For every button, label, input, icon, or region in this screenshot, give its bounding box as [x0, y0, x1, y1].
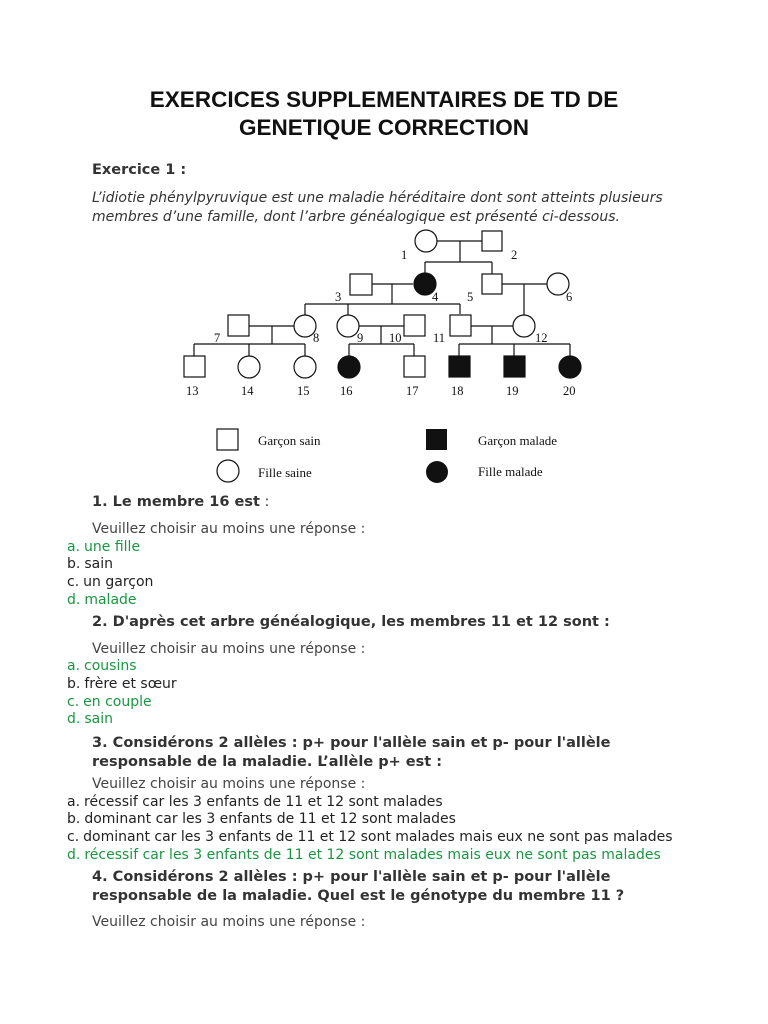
- label-19: 19: [506, 384, 519, 398]
- question-4-line-2: responsable de la maladie. Quel est le génotype du membre 11 ?: [92, 888, 625, 904]
- label-15: 15: [297, 384, 310, 398]
- question-1-suffix: :: [259, 494, 270, 510]
- member-1-healthy-female: [415, 230, 437, 252]
- question-3-number: 3.: [92, 735, 108, 751]
- label-8: 8: [313, 331, 320, 345]
- question-3-option-c[interactable]: c. dominant car les 3 enfants de 11 et 12 sont malades mais eux ne sont pas malades: [67, 829, 673, 845]
- pedigree-legend: [217, 429, 557, 483]
- question-2: [92, 613, 692, 632]
- legend-affected-male-symbol: [426, 429, 447, 450]
- label-20: 20: [563, 384, 576, 398]
- label-13: 13: [186, 384, 199, 398]
- label-11: 11: [433, 331, 446, 345]
- exercise-intro: [92, 189, 692, 227]
- member-7-healthy-male: [228, 315, 249, 336]
- label-9: 9: [357, 331, 364, 345]
- member-19-affected-male: [504, 356, 525, 377]
- question-2-option-d[interactable]: d. sain: [67, 711, 113, 727]
- question-1-option-c[interactable]: c. un garçon: [67, 574, 154, 590]
- member-3-healthy-male: [350, 274, 372, 295]
- question-1-prompt: Veuillez choisir au moins une réponse :: [92, 521, 366, 537]
- label-2: 2: [511, 248, 518, 262]
- question-4-number: 4.: [92, 869, 108, 885]
- member-10-healthy-male: [404, 315, 425, 336]
- member-18-affected-male: [449, 356, 470, 377]
- question-1-option-a[interactable]: a. une fille: [67, 539, 141, 555]
- label-14: 14: [241, 384, 254, 398]
- question-3-option-a[interactable]: a. récessif car les 3 enfants de 11 et 12 sont malades: [67, 794, 443, 810]
- member-11-healthy-male: [450, 315, 471, 336]
- question-4-line-1: Considérons 2 allèles : p+ pour l'allèle sain et p- pour l'allèle: [112, 869, 611, 885]
- legend-healthy-female-symbol: [217, 460, 239, 482]
- question-1-option-b[interactable]: b. sain: [67, 556, 113, 572]
- label-16: 16: [340, 384, 353, 398]
- intro-line-1: L’idiotie phénylpyruvique est une maladie héréditaire dont sont atteints plusieurs: [92, 190, 663, 206]
- question-3-option-b[interactable]: b. dominant car les 3 enfants de 11 et 12 sont malades: [67, 811, 456, 827]
- label-4: 4: [432, 290, 439, 304]
- question-1: [92, 493, 692, 512]
- member-17-healthy-male: [404, 356, 425, 377]
- member-14-healthy-female: [238, 356, 260, 378]
- label-17: 17: [406, 384, 419, 398]
- member-9-healthy-female: [337, 315, 359, 337]
- exercise-label: Exercice 1 :: [92, 162, 187, 178]
- label-3: 3: [335, 290, 342, 304]
- question-2-option-a[interactable]: a. cousins: [67, 658, 137, 674]
- label-1: 1: [401, 248, 408, 262]
- question-4-prompt: Veuillez choisir au moins une réponse :: [92, 914, 366, 930]
- label-12: 12: [535, 331, 548, 345]
- question-1-number: 1.: [92, 494, 108, 510]
- question-3-option-d[interactable]: d. récessif car les 3 enfants de 11 et 12 sont malades mais eux ne sont pas malades: [67, 847, 661, 863]
- question-1-text: Le membre 16 est: [112, 494, 260, 510]
- member-5-healthy-male: [482, 274, 502, 294]
- legend-healthy-female-label: Fille saine: [258, 465, 312, 480]
- member-2-healthy-male: [482, 231, 502, 251]
- member-13-healthy-male: [184, 356, 205, 377]
- document-title: [0, 86, 768, 142]
- question-2-option-c[interactable]: c. en couple: [67, 694, 152, 710]
- intro-line-2: membres d’une famille, dont l’arbre généalogique est présenté ci-dessous.: [92, 209, 620, 225]
- question-2-option-b[interactable]: b. frère et sœur: [67, 676, 177, 692]
- question-3: [92, 734, 692, 772]
- question-4: [92, 868, 692, 906]
- question-2-prompt: Veuillez choisir au moins une réponse :: [92, 641, 366, 657]
- title-line-1: EXERCICES SUPPLEMENTAIRES DE TD DE: [149, 87, 619, 112]
- member-16-affected-female: [338, 356, 360, 378]
- question-1-option-d[interactable]: d. malade: [67, 592, 137, 608]
- legend-affected-male-label: Garçon malade: [478, 433, 558, 448]
- label-7: 7: [214, 331, 221, 345]
- question-3-prompt: Veuillez choisir au moins une réponse :: [92, 776, 366, 792]
- legend-healthy-male-symbol: [217, 429, 238, 450]
- question-2-number: 2.: [92, 614, 108, 630]
- pedigree-chart: [0, 226, 768, 496]
- legend-affected-female-label: Fille malade: [478, 464, 543, 479]
- question-3-line-1: Considérons 2 allèles : p+ pour l'allèle sain et p- pour l'allèle: [112, 735, 611, 751]
- label-6: 6: [566, 290, 573, 304]
- legend-affected-female-symbol: [426, 461, 448, 483]
- member-20-affected-female: [559, 356, 581, 378]
- label-18: 18: [451, 384, 464, 398]
- label-10: 10: [389, 331, 402, 345]
- label-5: 5: [467, 290, 474, 304]
- legend-healthy-male-label: Garçon sain: [258, 433, 321, 448]
- member-15-healthy-female: [294, 356, 316, 378]
- title-line-2: GENETIQUE CORRECTION: [238, 115, 530, 140]
- question-3-line-2: responsable de la maladie. L’allèle p+ est :: [92, 754, 443, 770]
- member-12-healthy-female: [513, 315, 535, 337]
- question-2-text: D'après cet arbre généalogique, les membres 11 et 12 sont :: [112, 614, 610, 630]
